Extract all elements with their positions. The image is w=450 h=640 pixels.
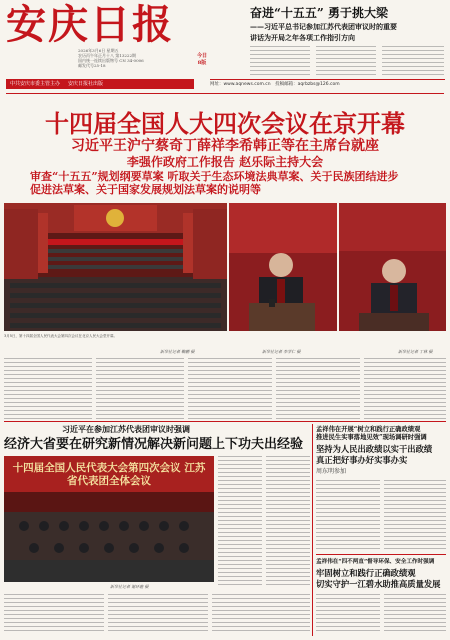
headline-line: 切实守护一江碧水助推高质量发展	[316, 579, 441, 589]
pub-line: 邮发代号25-18	[78, 63, 106, 68]
article-body	[212, 594, 310, 634]
website-line: 网址：www.aqnews.com.cn 投稿邮箱：aqrbzbs@126.com	[210, 79, 445, 90]
right-story-headline	[316, 568, 448, 590]
photo-credit: 新华社记者 丁林 摄	[398, 349, 433, 354]
text-column	[316, 46, 376, 76]
top-story-subhead: ——习近平总书记参加江苏代表团审议时的重要	[250, 22, 397, 31]
speaker-illustration	[339, 203, 446, 331]
kicker-line: 推进民生实事落地见效”现场调研时强调	[316, 434, 427, 441]
page-count-badge	[195, 53, 209, 69]
article-body	[4, 358, 92, 420]
publication-info	[78, 48, 168, 68]
lead-headline: 十四届全国人大四次会议在京开幕	[45, 109, 405, 138]
article-body	[276, 358, 360, 420]
section-divider	[316, 554, 446, 555]
photo-credit: 新华社记者 谢环驰 摄	[110, 584, 149, 589]
lead-deck: 审查“十五五”规划纲要草案 听取关于生态环境法典草案、关于民族团结进步	[30, 170, 399, 183]
lead-deck: 促进法草案、关于国家发展规划法草案的说明等	[30, 183, 261, 196]
article-body	[266, 456, 310, 586]
headline-line: 牢固树立和践行正确政绩观	[316, 568, 416, 578]
second-story-kicker: 习近平在参加江苏代表团审议时强调	[62, 424, 190, 434]
photo-banner-text: 十四届全国人民代表大会第四次会议 江苏省代表团全体会议	[12, 462, 206, 487]
article-body	[364, 358, 446, 420]
congress-hall-photo	[4, 203, 227, 331]
photo-credit: 新华社记者 鞠鹏 摄	[160, 349, 195, 354]
headline-line: 真正把好事办好实事办实	[316, 455, 408, 465]
article-body	[384, 480, 446, 552]
article-body	[96, 358, 184, 420]
right-story-headline	[316, 444, 448, 466]
congress-hall-illustration	[4, 203, 227, 331]
lead-subhead: 李强作政府工作报告 赵乐际主持大会	[126, 155, 324, 169]
kicker-line: 孟祥伟在开展“树立和践行正确政绩观	[316, 426, 421, 433]
lead-subhead: 习近平王沪宁蔡奇丁薛祥李希韩正等在主席台就座	[71, 138, 379, 154]
second-story-headline: 经济大省要在研究新情况解决新问题上下功夫出经验	[4, 437, 304, 452]
article-body	[316, 480, 380, 552]
masthead-banner	[6, 79, 194, 89]
photo-credit: 新华社记者 李学仁 摄	[262, 349, 301, 354]
right-story-kicker: 孟祥伟在“四不两直”督导环保、安全工作时强调	[316, 559, 435, 565]
masthead-title: 安庆日报	[6, 1, 174, 48]
article-body	[188, 358, 272, 420]
banner-item: 安庆日报社出版	[68, 81, 104, 87]
text-column	[250, 46, 310, 76]
pub-line: 2026年3月6日 星期五	[78, 48, 119, 53]
article-body	[108, 594, 208, 634]
top-story-subhead: 讲话为开局之年各项工作指引方向	[250, 33, 355, 42]
text-column	[382, 46, 444, 76]
column-divider	[312, 424, 313, 636]
jiangsu-delegation-photo	[4, 456, 214, 582]
pub-line: 国内统一连续出版物号 CN 34-0006	[78, 58, 144, 63]
page-count: 8版	[197, 60, 207, 66]
article-body	[218, 456, 262, 586]
pub-line: 农历丙午年正月十八 第13222期	[78, 53, 136, 58]
banner-item: 中共安庆市委主管主办	[10, 81, 61, 87]
right-story-kicker	[316, 426, 448, 442]
today-label: 今日	[196, 53, 207, 59]
article-body	[4, 594, 104, 634]
photo-caption: 3月5日，第十四届全国人民代表大会第四次会议在北京人民大会堂开幕。	[4, 334, 117, 338]
top-story-body	[250, 46, 445, 76]
section-divider	[6, 93, 444, 94]
headline-line: 坚持为人民出政绩以实干出政绩	[316, 444, 433, 454]
speaker-photo-1	[229, 203, 337, 331]
top-story-headline: 奋进“十五五” 勇于挑大梁	[250, 6, 388, 20]
right-story-byline: 周东明参加	[316, 468, 347, 475]
article-body	[316, 594, 380, 634]
speaker-illustration	[229, 203, 337, 331]
article-body	[384, 594, 446, 634]
section-divider	[4, 421, 446, 422]
speaker-photo-2	[339, 203, 446, 331]
